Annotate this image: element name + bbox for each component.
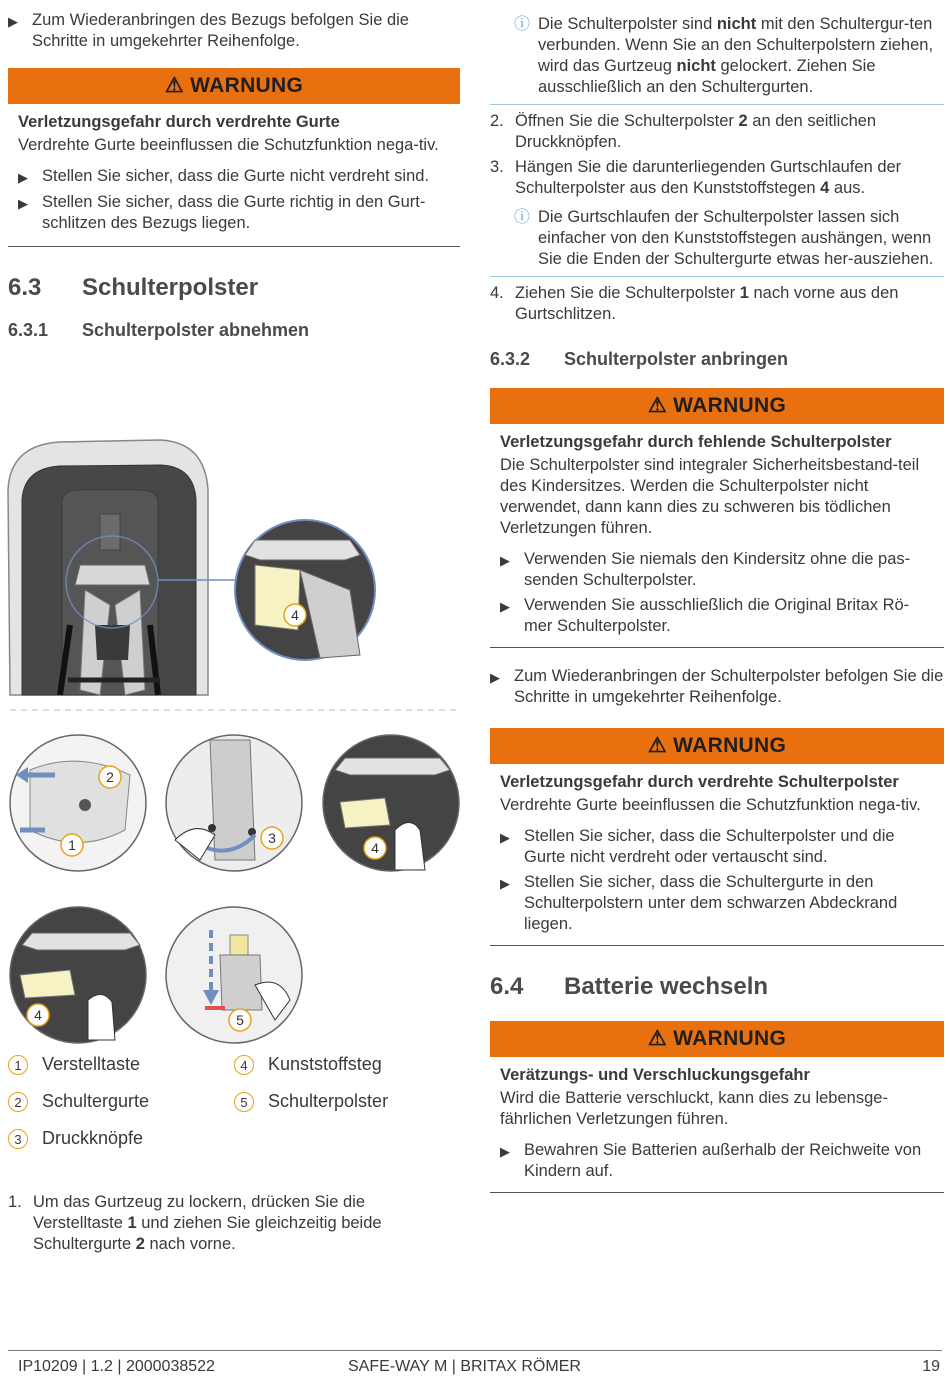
right-column — [490, 10, 944, 1193]
warning-bullet: ▶ Verwenden Sie niemals den Kindersitz ohne die pas-senden Schulterpolster. — [500, 550, 911, 589]
subsection-heading: 6.3.1 Schulterpolster abnehmen — [8, 320, 310, 340]
step-1 — [8, 1192, 428, 1259]
warning-triangle-icon: ⚠ — [647, 394, 668, 417]
callout-number: 4 — [371, 840, 379, 856]
legend-item: 2 Schultergurte — [8, 1091, 149, 1112]
legend-item: 4 Kunststoffsteg — [234, 1054, 382, 1075]
warning-text: Wird die Batterie verschluckt, kann dies zu lebensge-fährlichen Verletzungen führen. — [500, 1089, 888, 1128]
triangle-right-icon: ▶ — [500, 553, 510, 568]
step-circle-1 — [10, 735, 146, 871]
warning-text: Verdrehte Gurte beeinflussen die Schutzfunktion nega-tiv. — [18, 136, 439, 154]
warning-bullet: ▶ Verwenden Sie ausschließlich die Original Britax Rö-mer Schulterpolster. — [500, 596, 910, 635]
warning-header: ⚠ WARNUNG — [490, 728, 944, 764]
subsection-heading: 6.3.2 Schulterpolster anbringen — [490, 349, 789, 369]
warning-title: Verletzungsgefahr durch verdrehte Schulterpolster — [500, 773, 899, 791]
callout-number: 4 — [291, 607, 299, 623]
page-footer — [8, 1350, 942, 1375]
step-circle-3 — [323, 735, 459, 871]
warning-box-twisted-pads — [490, 728, 944, 946]
warning-box-missing-pads — [490, 388, 944, 648]
info-icon: ⓘ — [514, 209, 531, 226]
warning-header: ⚠ WARNUNG — [8, 68, 460, 104]
info-text: Die Schulterpolster sind nicht mit den Schultergur-ten verbunden. Wenn Sie an den Schulterpolstern ziehen, wird das Gurtzeug nicht gelockert. Ziehen Sie ausschließlich an den Schultergurten. — [538, 15, 934, 96]
warning-triangle-icon: ⚠ — [164, 74, 185, 97]
triangle-right-icon: ▶ — [500, 876, 510, 891]
numbered-step: 1. Um das Gurtzeug zu lockern, drücken Sie die Verstelltaste 1 und ziehen Sie gleichzeitig beide Schultergurte 2 nach vorne. — [8, 1192, 428, 1255]
info-note: ⓘ Die Gurtschlaufen der Schulterpolster lassen sich einfacher von den Kunststoffstegen aushängen, wenn Sie die Enden der Schultergurte etwas her-ausziehen. — [490, 203, 944, 277]
warning-header: ⚠ WARNUNG — [490, 1021, 944, 1057]
numbered-step: 3. Hängen Sie die darunterliegenden Gurtschlaufen der Schulterpolster aus den Kunststoffstegen 4 aus. — [490, 157, 944, 199]
numbered-step: 4. Ziehen Sie die Schulterpolster 1 nach vorne aus den Gurtschlitzen. — [490, 283, 944, 325]
step-text: Öffnen Sie die Schulterpolster 2 an den seitlichen Druckknöpfen. — [515, 112, 877, 151]
warning-header: ⚠ WARNUNG — [490, 388, 944, 424]
shoulder-pad-removal-figure — [0, 430, 470, 1050]
warning-body — [490, 764, 944, 946]
triangle-right-icon: ▶ — [500, 599, 510, 614]
left-column — [8, 10, 460, 341]
warning-bullet: ▶ Stellen Sie sicher, dass die Gurte nicht verdreht sind. — [18, 166, 450, 188]
document-id: IP10209 | 1.2 | 2000038522 — [18, 1358, 215, 1375]
triangle-right-icon: ▶ — [8, 14, 18, 29]
warning-box-battery — [490, 1021, 944, 1193]
page-number: 19 — [922, 1358, 940, 1375]
intro-bullet: ▶ Zum Wiederanbringen des Bezugs befolgen Sie die Schritte in umgekehrter Reihenfolge. — [8, 11, 409, 50]
step-text: Um das Gurtzeug zu lockern, drücken Sie die Verstelltaste 1 und ziehen Sie gleichzeitig beide Schultergurte 2 nach vorne. — [33, 1193, 382, 1253]
callout-number: 5 — [236, 1012, 244, 1028]
warning-text: Verdrehte Gurte beeinflussen die Schutzfunktion nega-tiv. — [500, 796, 921, 814]
warning-body — [490, 424, 944, 648]
warning-bullet: ▶ Bewahren Sie Batterien außerhalb der Reichweite von Kindern auf. — [500, 1141, 922, 1180]
detail-circle-pad-bar — [235, 520, 375, 660]
info-icon: ⓘ — [514, 16, 531, 33]
section-heading: 6.3 Schulterpolster — [8, 274, 259, 301]
warning-bullet: ▶ Stellen Sie sicher, dass die Schultergurte in den Schulterpolstern unter dem schwarzen Abdeckrand liegen. — [500, 873, 898, 933]
info-note — [490, 10, 944, 105]
step-circle-2 — [166, 735, 302, 871]
step-circle-5 — [166, 907, 302, 1043]
warning-body — [490, 1057, 944, 1193]
triangle-right-icon: ▶ — [18, 196, 28, 211]
step-text: Ziehen Sie die Schulterpolster 1 nach vorne aus den Gurtschlitzen. — [515, 284, 899, 323]
warning-title: Verletzungsgefahr durch fehlende Schulterpolster — [500, 433, 892, 451]
product-name: SAFE-WAY M | BRITAX RÖMER — [348, 1358, 581, 1375]
legend-item: 5 Schulterpolster — [234, 1091, 388, 1112]
triangle-right-icon: ▶ — [500, 1144, 510, 1159]
triangle-right-icon: ▶ — [500, 830, 510, 845]
callout-number: 2 — [106, 769, 114, 785]
car-seat-illustration — [8, 440, 238, 695]
section-heading: 6.4 Batterie wechseln — [490, 973, 769, 1000]
legend-item: 3 Druckknöpfe — [8, 1128, 143, 1149]
callout-number: 1 — [68, 837, 76, 853]
warning-bullet: ▶ Stellen Sie sicher, dass die Schulterpolster und die Gurte nicht verdreht oder vertauscht sind. — [500, 827, 895, 866]
step-text: Hängen Sie die darunterliegenden Gurtschlaufen der Schulterpolster aus den Kunststoffstegen 4 aus. — [515, 158, 902, 197]
triangle-right-icon: ▶ — [490, 670, 500, 685]
legend-item: 1 Verstelltaste — [8, 1054, 140, 1075]
warning-bullet: ▶ Stellen Sie sicher, dass die Gurte richtig in den Gurt-schlitzen des Bezugs liegen. — [18, 193, 426, 232]
numbered-step: 2. Öffnen Sie die Schulterpolster 2 an den seitlichen Druckknöpfen. — [490, 111, 944, 153]
warning-body — [8, 104, 460, 247]
warning-text: Die Schulterpolster sind integraler Sicherheitsbestand-teil des Kindersitzes. Werden die Schulterpolster nicht verwendet, dann kann dies zu schweren bis tödlichen Verletzungen führen. — [500, 456, 920, 537]
warning-triangle-icon: ⚠ — [647, 1027, 668, 1050]
warning-title: Verletzungsgefahr durch verdrehte Gurte — [18, 113, 340, 131]
warning-box-twisted-belts — [8, 68, 460, 247]
callout-number: 4 — [34, 1007, 42, 1023]
warning-triangle-icon: ⚠ — [647, 734, 668, 757]
callout-number: 3 — [268, 830, 276, 846]
reattach-bullet: ▶ Zum Wiederanbringen der Schulterpolster befolgen Sie die Schritte in umgekehrter Reihenfolge. — [490, 667, 944, 706]
triangle-right-icon: ▶ — [18, 170, 28, 185]
step-circle-4 — [10, 907, 146, 1043]
warning-title: Verätzungs- und Verschluckungsgefahr — [500, 1066, 810, 1084]
